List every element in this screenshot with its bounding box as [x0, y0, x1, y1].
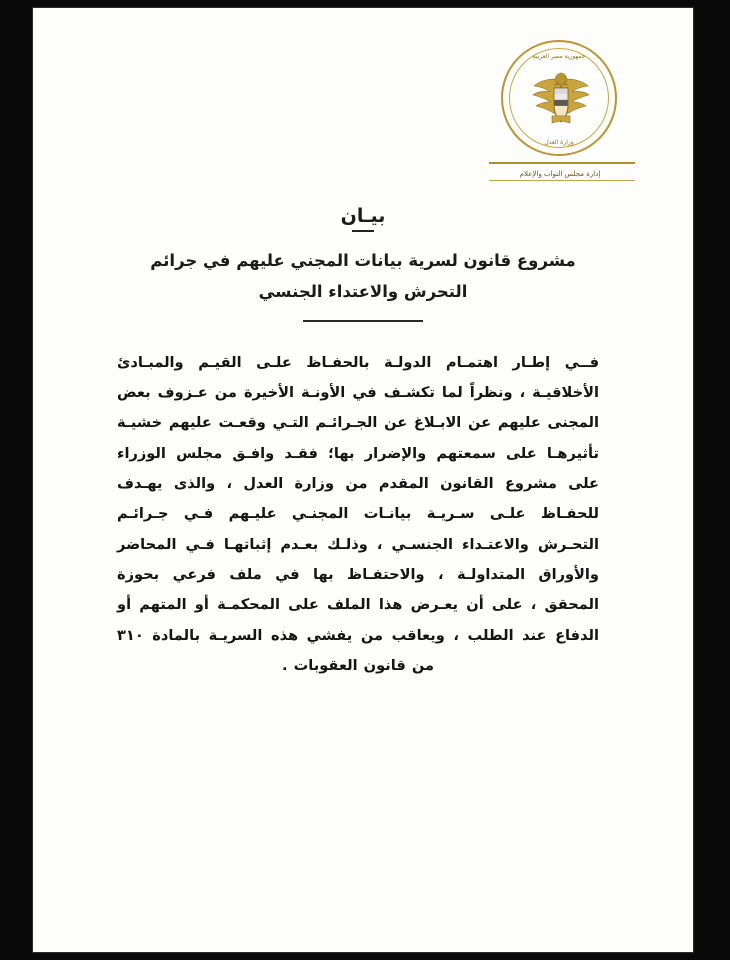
- letterhead-rule-bottom: [489, 180, 635, 181]
- emblem-ring-top-text: جمهورية مصر العربية: [532, 53, 586, 60]
- title-line-1: مشروع قانون لسرية بيانات المجني عليهم في جرائم: [150, 251, 576, 270]
- letterhead-caption: إدارة مجلس النواب والإعلام: [519, 170, 601, 178]
- title-divider: [303, 320, 423, 322]
- title-line-2: التحرش والاعتداء الجنسي: [258, 281, 468, 301]
- document-kicker: بيـان: [340, 205, 386, 227]
- letterhead: [455, 26, 635, 181]
- document-title: [143, 246, 583, 307]
- letterhead-rule-top: [489, 162, 635, 164]
- eagle-of-saladin-icon: [530, 70, 592, 126]
- title-block: [73, 205, 653, 322]
- kicker-divider: [352, 230, 374, 232]
- ministry-emblem: [501, 40, 621, 158]
- document-body: [117, 348, 599, 682]
- page-content: [33, 8, 693, 952]
- body-paragraph: فــي إطـار اهتمـام الدولـﺔ بالحفـاظ علـى القيـم والمبـادئ الأخلاقيـﺔ ، ونظراً لما تكشـف في الأونـﺔ الأخيرة من عـزوف بعض المجنى عليهم عن الابـلاغ عن الجـرائـم التـي وقعـت عليهم خشيـﺔ تأثيرهـا على سمعتهم والإضرار بها؛ فقـد وافـق مجلس الوزراء على مشروع القانون المقدم من وزارة العدل ، والذى يهـدف للحفـاظ علـى سـريـﺔ بيانـات المجنـي عليـهم فـي جـرائـم التحـرش والاعتـداء الجنسـي ، وذلـك بعـدم إثباتهـا فـي المحاضر والأوراق المتداولـﺔ ، والاحتفـاظ بها في ملف فرعي بحوزة المحقق ، على أن يعـرض هذا الملف على المحكمـﺔ أو المتهم أو الدفاع عند الطلب ، ويعاقب من يفشي هذه السريـﺔ بالمادة ٣١٠ من قانون العقوبات .: [117, 353, 599, 674]
- emblem-ring-bottom-text: وزارة العدل: [544, 139, 574, 146]
- scanned-document-page: [33, 8, 693, 952]
